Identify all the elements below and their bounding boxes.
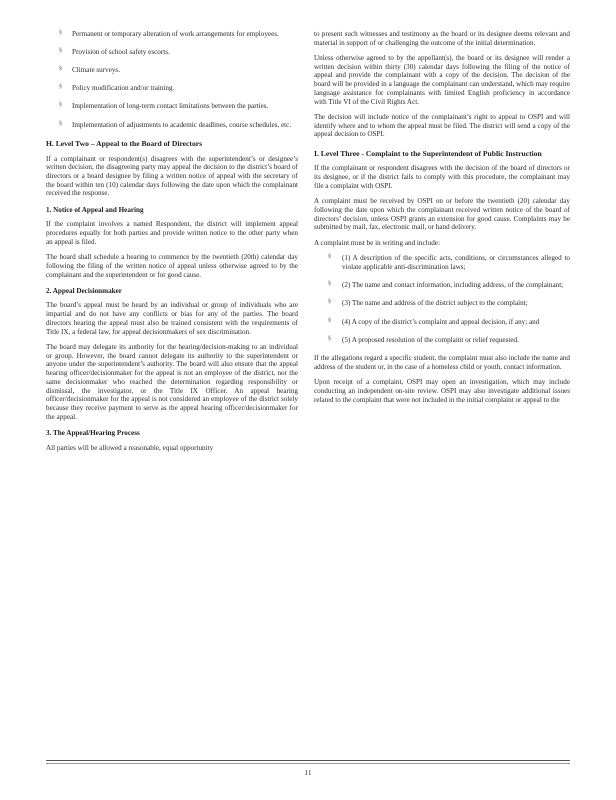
paragraph: Upon receipt of a complaint, OSPI may open an investigation, which may include conducting an independent on-site review. OSPI may also investigate additional issues related to the complaint that were not included in the initial complaint or appeal to the [314,378,570,404]
bullet-icon: § [328,280,331,287]
footer-rule [46,760,570,761]
footer-rule-secondary [46,763,570,764]
paragraph: If a complainant or respondent(s) disagrees with the superintendent’s or designee’s written decision, the disagreeing party may appeal the decision to the district’s board of directors or a board designee by filing a written notice of appeal with the secretary of the board within ten (10) calendar days following the date upon which the complainant received the response. [46,154,298,198]
list-item [46,121,298,130]
left-column [46,30,298,459]
paragraph: If the complainant or respondent disagrees with the decision of the board of directors or its designee, or if the district fails to comply with this procedure, the complainant may file a complaint with OSPI. [314,164,570,190]
list-item-text: (2) The name and contact information, including address, of the complainant; [342,280,564,289]
list-item [314,318,570,327]
paragraph: Unless otherwise agreed to by the appellant(s), the board or its designee will render a written decision within thirty (30) calendar days following the filing of the notice of appeal and provide the complainant with a copy of the decision. The decision of the board will be provided in a language the complainant can understand, which may require language assistance for complainants with limited English proficiency in accordance with Title VI of the Civil Rights Act. [314,54,570,106]
paragraph: All parties will be allowed a reasonable, equal opportunity [46,443,214,452]
list-item [314,254,570,271]
bullet-icon: § [59,30,62,36]
right-column [314,30,570,411]
paragraph: A complaint must be in writing and include: [314,238,440,247]
bullet-icon: § [59,48,62,55]
list-item-text: (5) A proposed resolution of the complaint or relief requested. [342,335,519,344]
list-item-text: (1) A description of the specific acts, conditions, or circumstances alleged to violate applicable anti-discrimination laws; [342,253,570,271]
list-item-text: Permanent or temporary alteration of work arrangements for employees. [72,30,279,38]
list-item [46,66,298,75]
list-item [46,48,298,57]
list-item [46,102,298,111]
paragraph: to present such witnesses and testimony as the board or its designee deems relevant and material in support of or challenging the outcome of the initial determination. [314,30,570,47]
list-item [314,336,570,345]
list-item-text: Policy modification and/or training. [72,84,175,93]
subsection-heading: 3. The Appeal/Hearing Process [46,429,140,438]
bullet-icon: § [59,120,62,127]
list-item [314,299,570,308]
bullet-icon: § [59,84,62,91]
subsection-heading: 2. Appeal Decisionmaker [46,287,122,296]
paragraph: The decision will include notice of the complainant’s right to appeal to OSPI and will identify where and to whom the appeal must be filed. The district will send a copy of the appeal decision to OSPI. [314,112,570,139]
list-item [46,30,298,39]
paragraph: The board’s appeal must be heard by an individual or group of individuals who are impartial and do not have any conflicts or bias for any of the parties. The board directors hearing the appeal must also be trained consistent with the requirements of Title IX, a federal law, for appeal decisionmakers of sex discrimination. [46,301,298,336]
interim-measures-list [46,30,298,129]
complaint-requirements-list [314,254,570,345]
paragraph: The board shall schedule a hearing to commence by the twentieth (20th) calendar day following the filing of the written notice of appeal unless otherwise agreed to by the complainant and the superintendent or for good cause. [46,253,298,279]
bullet-icon: § [328,335,331,342]
paragraph: A complaint must be received by OSPI on or before the twentieth (20) calendar day following the date upon which the complainant received written notice of the board of directors’ decision, unless OSPI grants an extension for good cause. Complaints may be submitted by mail, fax, electronic mail, or hand delivery. [314,197,570,232]
paragraph: If the allegations regard a specific student, the complaint must also include the name and address of the student or, in the case of a homeless child or youth, contact information. [314,354,570,371]
bullet-icon: § [59,66,62,73]
list-item-text: (3) The name and address of the district subject to the complaint; [342,299,528,308]
list-item-text: Implementation of adjustments to academic deadlines, course schedules, etc. [72,120,292,129]
list-item-text: (4) A copy of the district’s complaint and appeal decision, if any; and [342,317,540,326]
paragraph: The board may delegate its authority for the hearing/decision-making to an individual or group. However, the board cannot delegate its authority to the superintendent or anyone under the superintendent’s authority. The board will also ensure that the appeal hearing officer/decisionmaker for the appeal is not an employee of the district, nor the same decisionmaker who reached the determination regarding responsibility or dismissal, the investigator, or the Title IX Officer. An appeal hearing officer/decisionmaker for the appeal is not considered an employee of the district solely because they receive payment to serve as the appeal hearing officer/decisionmaker for the appeal. [46,342,298,421]
bullet-icon: § [328,299,331,306]
list-item [46,84,298,93]
paragraph: If the complaint involves a named Respondent, the district will implement appeal procedures equally for both parties and provide written notice to the other party when an appeal is filed. [46,220,298,246]
list-item-text: Implementation of long-term contact limitations between the parties. [72,102,269,111]
subsection-heading: 1. Notice of Appeal and Hearing [46,206,144,215]
page-number: 11 [304,768,312,777]
bullet-icon: § [328,317,331,324]
bullet-icon: § [328,253,331,260]
list-item-text: Provision of school safety escorts. [72,48,170,57]
section-heading-level-two: H. Level Two – Appeal to the Board of Directors [46,139,203,149]
list-item-text: Climate surveys. [72,66,120,75]
bullet-icon: § [59,102,62,109]
section-heading-level-three: I. Level Three - Complaint to the Superintendent of Public Instruction [314,149,542,159]
list-item [314,281,570,290]
